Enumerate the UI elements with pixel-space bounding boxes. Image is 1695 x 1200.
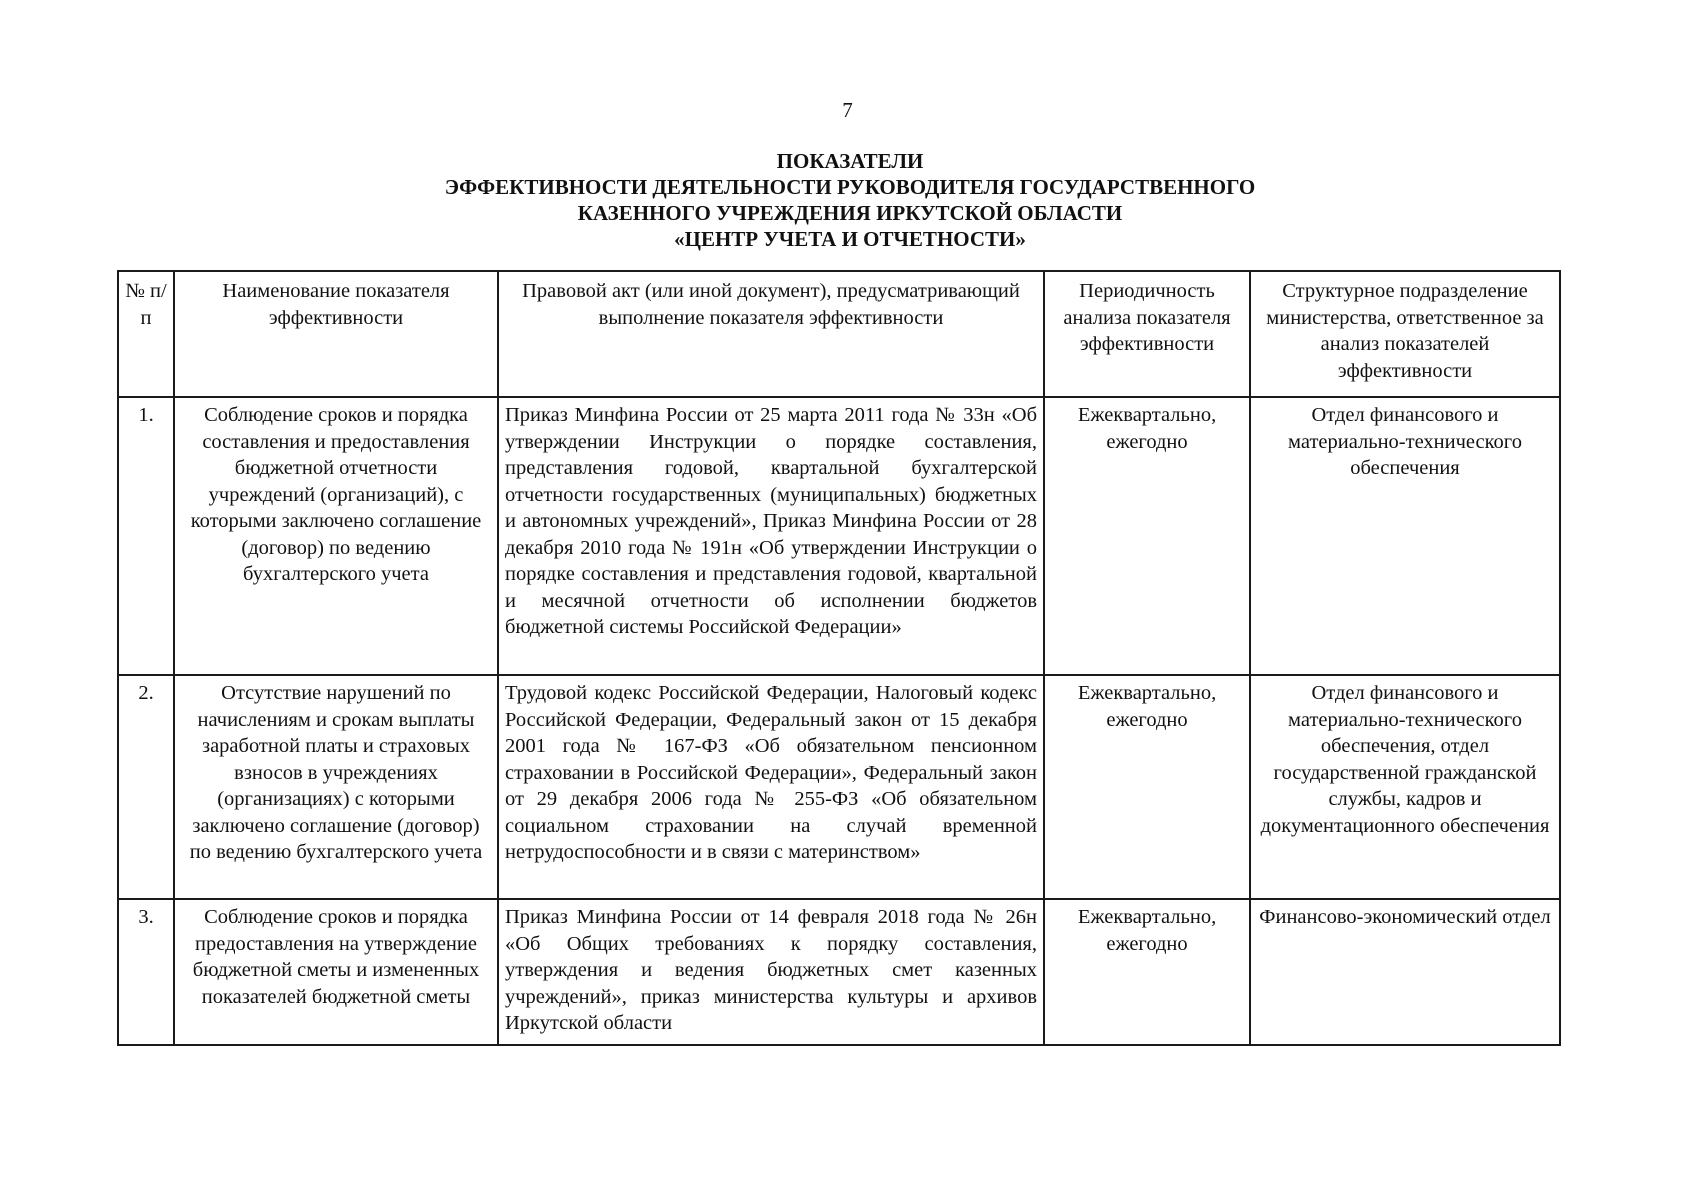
legal-act [498,899,1044,1045]
responsible-department: Отдел финансового и материально-технического обеспечения [1250,397,1560,675]
table-row [118,899,1560,1045]
responsible-department: Отдел финансового и материально-технического обеспечения, отдел государственной гражданской службы, кадров и документационного обеспечения [1250,675,1560,899]
legal-act: Приказ Минфина России от 25 марта 2011 года № 33н «Об утверждении Инструкции о порядке составления, представления годовой, квартальной бухгалтерской отчетности государственных (муниципальных) бюджетных и автономных учреждений», Приказ Минфина России от 28 декабря 2010 года № 191н «Об утверждении Инструкции о порядке составления и представления годовой, квартальной и месячной отчетности об исполнении бюджетов бюджетной системы Российской Федерации» [498,397,1044,675]
title-line-1: ПОКАЗАТЕЛИ [776,149,924,173]
title-line-3: КАЗЕННОГО УЧРЕЖДЕНИЯ ИРКУТСКОЙ ОБЛАСТИ [577,201,1123,225]
title-line-2: ЭФФЕКТИВНОСТИ ДЕЯТЕЛЬНОСТИ РУКОВОДИТЕЛЯ ГОСУДАРСТВЕННОГО [444,175,1256,199]
indicator-name: Соблюдение сроков и порядка составления и предоставления бюджетной отчетности учреждений (организаций), с которыми заключено соглашение (договор) по ведению бухгалтерского учета [174,397,498,675]
header-number: № п/п [118,271,174,397]
page-number: 7 [842,98,853,122]
header-responsible-department: Структурное подразделение министерства, ответственное за анализ показателей эффективности [1250,271,1560,397]
indicator-name: Отсутствие нарушений по начислениям и срокам выплаты заработной платы и страховых взносов в учреждениях (организациях) с которыми заключено соглашение (договор) по ведению бухгалтерского учета [174,675,498,899]
indicators-table [117,270,1561,1046]
table-row [118,675,1560,899]
legal-act: Трудовой кодекс Российской Федерации, Налоговый кодекс Российской Федерации, Федеральный закон от 15 декабря 2001 года № 167-ФЗ «Об обязательном пенсионном страховании в Российской Федерации», Федеральный закон от 29 декабря 2006 года № 255-ФЗ «Об обязательном социальном страховании на случай временной нетрудоспособности и в связи с материнством» [498,675,1044,899]
periodicity: Ежеквартально, ежегодно [1044,397,1250,675]
table-header-row [118,271,1560,397]
header-legal-act: Правовой акт (или иной документ), предусматривающий выполнение показателя эффективности [498,271,1044,397]
legal-act-text: Приказ Минфина России от 14 февраля 2018 года № 26н «Об Общих требованиях к порядку составления, утверждения и ведения бюджетных смет казенных учреждений», приказ министерства культуры и архивов Иркутской области [505,906,1037,1034]
row-number: 2. [118,675,174,899]
header-indicator-name: Наименование показателя эффективности [174,271,498,397]
indicator-name: Соблюдение сроков и порядка предоставления на утверждение бюджетной сметы и измененных показателей бюджетной сметы [174,899,498,1045]
periodicity: Ежеквартально, ежегодно [1044,675,1250,899]
document-title [300,148,1400,252]
row-number: 3. [118,899,174,1045]
title-line-4: «ЦЕНТР УЧЕТА И ОТЧЕТНОСТИ» [674,227,1026,251]
header-periodicity: Периодичность анализа показателя эффективности [1044,271,1250,397]
row-number: 1. [118,397,174,675]
periodicity: Ежеквартально, ежегодно [1044,899,1250,1045]
responsible-department: Финансово-экономический отдел [1250,899,1560,1045]
table-row [118,397,1560,675]
